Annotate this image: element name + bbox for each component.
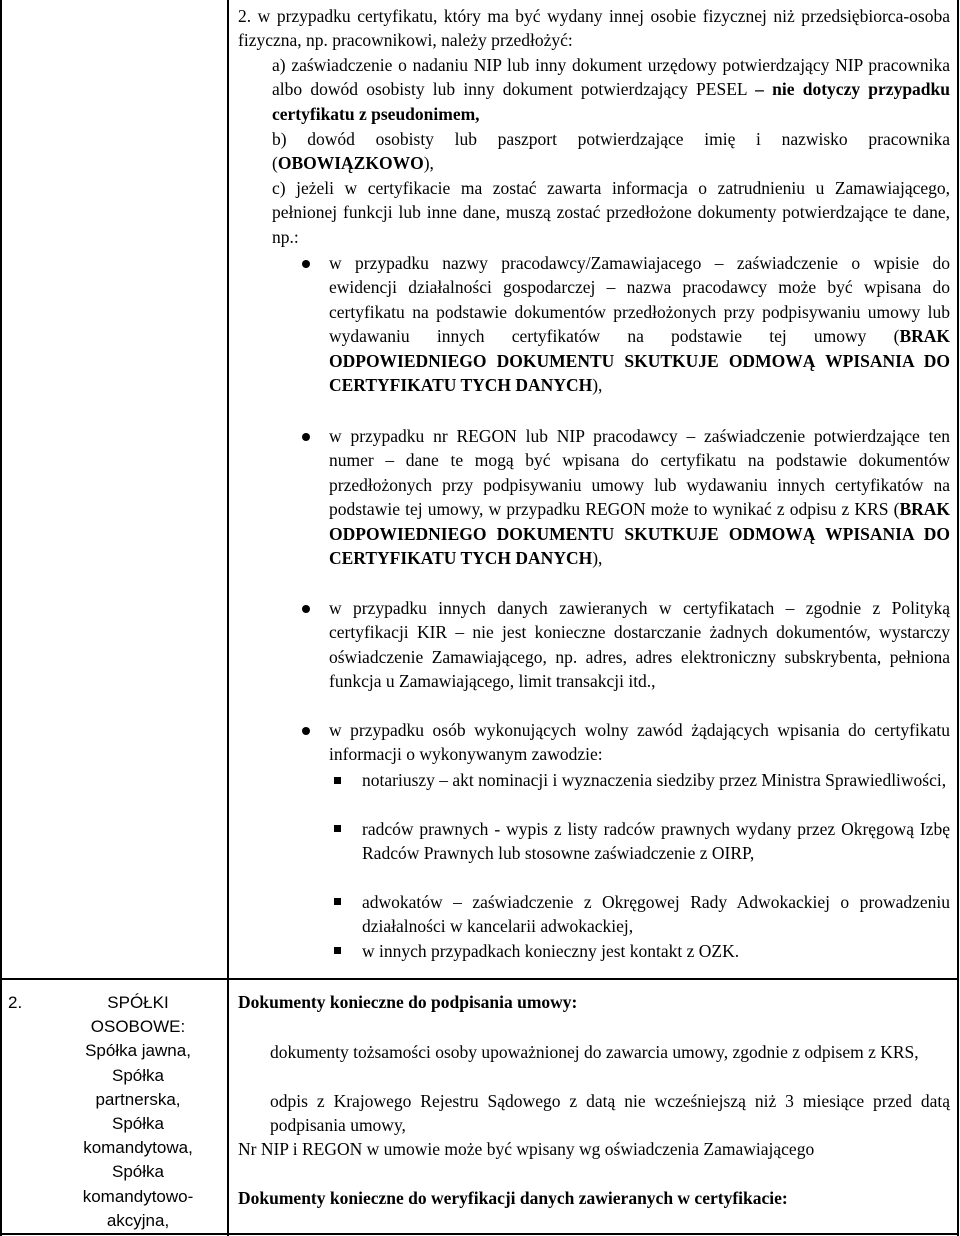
point-2-text: 2. w przypadku certyfikatu, który ma być wydany innej osobie fizycznej niż przedsiębiorca-osoba fizyczna, np. pracownikowi, należy przedłożyć: xyxy=(238,6,950,51)
sub-other-cases-text: w innych przypadkach konieczny jest kontakt z OZK. xyxy=(362,941,740,961)
item-b xyxy=(272,127,950,176)
company-type-line: akcyjna, xyxy=(106,1210,170,1230)
company-type-line: partnerska, xyxy=(95,1089,181,1109)
doc-nip-regon-text: Nr NIP i REGON w umowie może być wpisany wg oświadczenia Zamawiającego xyxy=(238,1139,815,1159)
table-border-bottom xyxy=(0,1233,959,1235)
bullet-regon-nip-warning: BRAK ODPOWIEDNIEGO DOKUMENTU SKUTKUJE ODMOWĄ WPISANIA DO CERTYFIKATU TYCH DANYCH xyxy=(329,499,950,569)
company-type-label xyxy=(52,991,224,1233)
bullet-other-data-text: w przypadku innych danych zawieranych w certyfikatach – zgodnie z Polityką certyfikacji KIR – nie jest konieczne dostarczanie żadnych dokumentów, wystarczy oświadczenie Zamawiającego, np. adres, adres elektroniczny subskrybenta, pełniona funkcja u Zamawiającego, limit transakcji itd., xyxy=(329,598,950,692)
item-c xyxy=(272,176,950,249)
doc-identity-text: dokumenty tożsamości osoby upoważnionej do zawarcia umowy, zgodnie z odpisem z KRS, xyxy=(270,1042,919,1062)
bullet-regon-nip-text: w przypadku nr REGON lub NIP pracodawcy – zaświadczenie potwierdzające ten numer – dane te mogą być wpisana do certyfikatu na podstawie dokumentów przedłożonych przy podpisywaniu umowy lub wydawaniu innych certyfikatów na podstawie tej umowy, w przypadku REGON może to wynikać z odpisu z KRS ( xyxy=(329,426,950,520)
sub-advocates xyxy=(362,890,950,939)
square-bullet-icon xyxy=(334,777,341,784)
doc-krs-extract-text: odpis z Krajowego Rejestru Sądowego z datą nie wcześniejszą niż 3 miesiące przed datą podpisania umowy, xyxy=(270,1091,950,1136)
bullet-other-data xyxy=(329,596,950,694)
heading-verification-documents xyxy=(238,1186,950,1210)
item-a-note: – nie dotyczy przypadku certyfikatu z pseudonimem, xyxy=(272,79,951,124)
bullet-icon xyxy=(302,605,310,613)
company-type-line: Spółka xyxy=(112,1065,164,1085)
company-type-line: OSOBOWE: xyxy=(90,1017,186,1037)
heading-contract-documents-text: Dokumenty konieczne do podpisania umowy: xyxy=(238,992,578,1012)
item-a xyxy=(272,53,950,126)
square-bullet-icon xyxy=(334,898,341,905)
doc-krs-extract xyxy=(270,1089,950,1138)
bullet-icon xyxy=(302,260,310,268)
doc-identity xyxy=(270,1040,950,1064)
row2-left-number xyxy=(8,991,22,1015)
company-type-line: komandytowa, xyxy=(83,1138,193,1158)
item-b-end: ), xyxy=(423,153,434,174)
item-b-mandatory: OBOWIĄZKOWO xyxy=(277,153,424,174)
table-border-left xyxy=(0,0,2,1236)
bullet-employer-name-end: ), xyxy=(592,375,603,396)
sub-advocates-text: adwokatów – zaświadczenie z Okręgowej Rady Adwokackiej o prowadzeniu działalności w kancelarii adwokackiej, xyxy=(362,892,950,937)
sub-legal-advisers-text: radców prawnych - wypis z listy radców prawnych wydany przez Okręgową Izbę Radców Prawnych lub stosowne zaświadczenie z OIRP, xyxy=(362,819,950,864)
sub-legal-advisers xyxy=(362,817,950,866)
bullet-free-profession-text: w przypadku osób wykonujących wolny zawód żądających wpisania do certyfikatu informacji o wykonywanym zawodzie: xyxy=(329,720,950,765)
bullet-icon xyxy=(302,433,310,441)
bullet-employer-name-warning: BRAK ODPOWIEDNIEGO DOKUMENTU SKUTKUJE ODMOWĄ WPISANIA DO CERTYFIKATU TYCH DANYCH xyxy=(329,326,950,396)
item-a-text: a) zaświadczenie o nadaniu NIP lub inny dokument urzędowy potwierdzający NIP pracownika albo dowód osobisty lub inny dokument potwierdzający PESEL xyxy=(272,55,950,100)
bullet-employer-name-text: w przypadku nazwy pracodawcy/Zamawiajacego – zaświadczenie o wpisie do ewidencji działalności gospodarczej – nazwa pracodawcy może być wpisana do certyfikatu na podstawie dokumentów przedłożonych przy podpisywaniu umowy lub wydawaniu innych certyfikatów na podstawie tej umowy ( xyxy=(329,253,950,347)
company-type-line: Spółka jawna, xyxy=(85,1041,191,1061)
table-border-right xyxy=(957,0,959,1236)
square-bullet-icon xyxy=(334,825,341,832)
heading-contract-documents xyxy=(238,990,950,1014)
company-type-line: Spółka xyxy=(112,1114,164,1134)
table-row-divider xyxy=(0,978,959,980)
bullet-icon xyxy=(302,727,310,735)
bullet-employer-name xyxy=(329,251,950,397)
table-column-divider xyxy=(227,0,229,1236)
bullet-regon-nip-end: ), xyxy=(592,548,603,569)
sub-notaries xyxy=(362,768,950,792)
item-c-text: c) jeżeli w certyfikacie ma zostać zawarta informacja o zatrudnieniu u Zamawiającego, pełnionej funkcji lub inne dane, muszą zostać przedłożone dokumenty potwierdzające te dane, np.: xyxy=(272,178,950,247)
company-type-line: Spółka xyxy=(112,1162,164,1182)
company-type-line: komandytowo- xyxy=(82,1186,194,1206)
bullet-free-profession xyxy=(329,718,950,767)
item-b-text: b) dowód osobisty lub paszport potwierdzające imię i nazwisko pracownika ( xyxy=(272,129,950,174)
point-2-intro xyxy=(238,4,950,53)
company-type-number: 2. xyxy=(8,993,23,1012)
square-bullet-icon xyxy=(334,947,341,954)
doc-nip-regon xyxy=(238,1137,950,1161)
sub-notaries-text: notariuszy – akt nominacji i wyznaczenia siedziby przez Ministra Sprawiedliwości, xyxy=(362,770,947,790)
company-type-line: SPÓŁKI xyxy=(107,993,169,1012)
sub-other-cases xyxy=(362,939,950,963)
bullet-regon-nip xyxy=(329,424,950,570)
heading-verification-documents-text: Dokumenty konieczne do weryfikacji danych zawieranych w certyfikacie: xyxy=(238,1188,788,1208)
